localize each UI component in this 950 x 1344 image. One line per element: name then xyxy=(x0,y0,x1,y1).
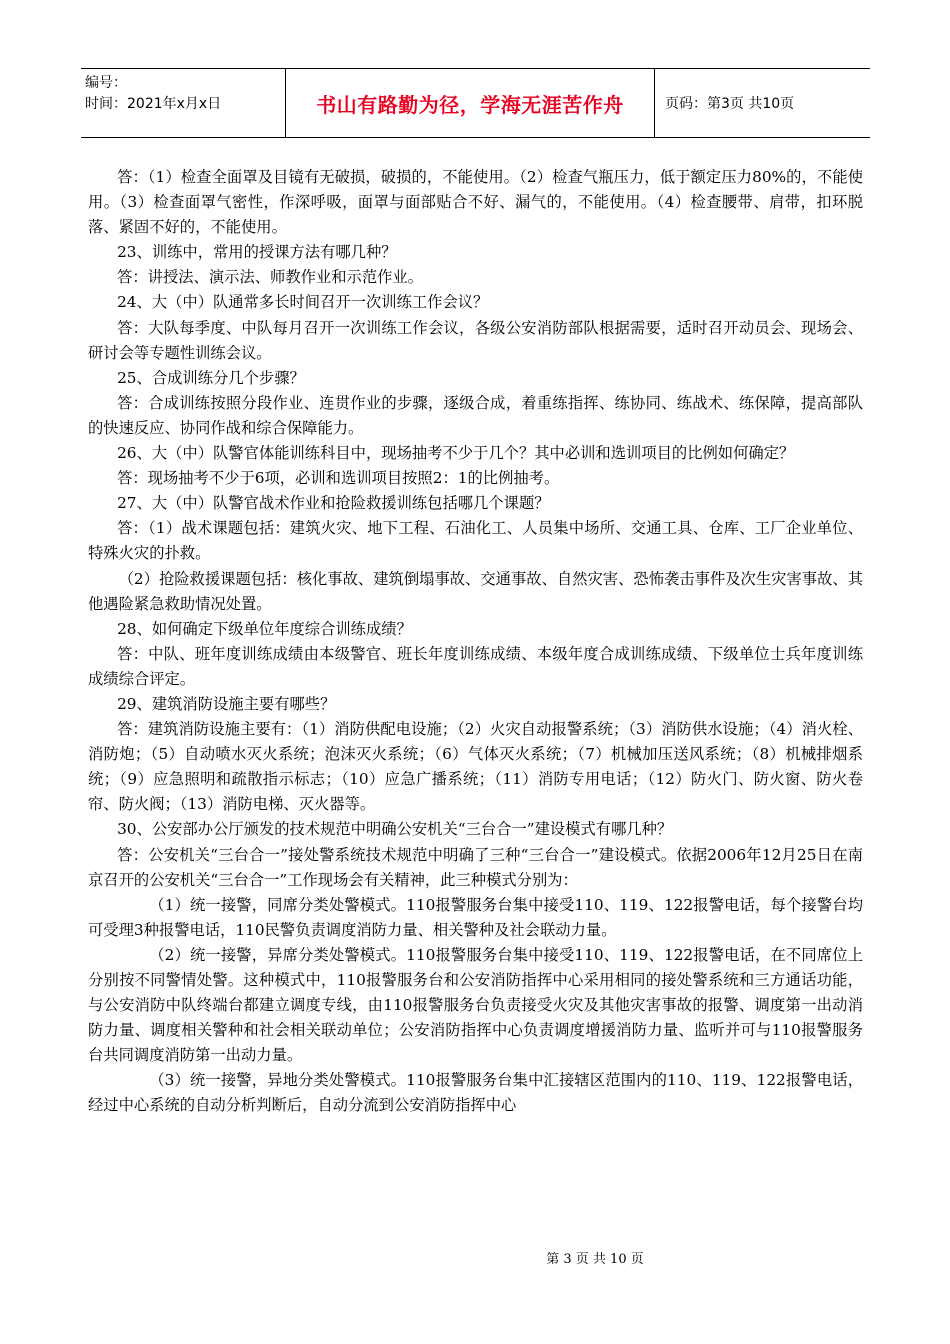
header-page-cell xyxy=(655,69,870,137)
question-paragraph: 24、大（中）队通常多长时间召开一次训练工作会议？ xyxy=(117,293,489,312)
question-paragraph: 28、如何确定下级单位年度综合训练成绩？ xyxy=(117,619,412,638)
page-footer xyxy=(0,1248,950,1267)
header-meta xyxy=(81,69,285,137)
question-paragraph: 25、合成训练分几个步骤？ xyxy=(117,368,305,387)
answer-paragraph: 答：合成训练按照分段作业、连贯作业的步骤，逐级合成，着重练指挥、练协同、练战术、练保障，提高部队的快速反应、协同作战和综合保障能力。 xyxy=(88,393,863,437)
question-paragraph: 27、大（中）队警官战术作业和抢险救援训练包括哪几个课题？ xyxy=(117,494,550,513)
header-motto-cell xyxy=(285,69,655,137)
document-body xyxy=(88,165,863,1119)
header-motto: 书山有路勤为径，学海无涯苦作舟 xyxy=(316,92,624,117)
answer-paragraph: 答：中队、班年度训练成绩由本级警官、班长年度训练成绩、本级年度合成训练成绩、下级单位士兵年度训练成绩综合评定。 xyxy=(88,644,863,688)
serial-number-label: 编号： xyxy=(85,75,127,91)
answer-paragraph: （2）统一接警，异席分类处警模式。110报警服务台集中接受110、119、122报警电话，在不同席位上分别按不同警情处警。这种模式中，110报警服务台和公安消防指挥中心采用相同的接处警系统和三方通话功能，与公安消防中队终端台都建立调度专线，由110报警服务台负责接受火灾及其他灾害事故的报警、调度第一出动消防力量、调度相关警种和社会相关联动单位；公安消防指挥中心负责调度增援消防力量、监听并可与110报警服务台共同调度消防第一出动力量。 xyxy=(88,945,863,1065)
answer-paragraph: （1）统一接警，同席分类处警模式。110报警服务台集中接受110、119、122报警电话，每个接警台均可受理3种报警电话，110民警负责调度消防力量、相关警种及社会联动力量。 xyxy=(88,895,863,939)
footer-page-number: 第 3 页 共 10 页 xyxy=(546,1252,644,1267)
answer-paragraph: 答：（1）战术课题包括：建筑火灾、地下工程、石油化工、人员集中场所、交通工具、仓库、工厂企业单位、特殊火灾的扑救。 xyxy=(88,519,863,563)
answer-paragraph: 答：现场抽考不少于6项，必训和选训项目按照2：1的比例抽考。 xyxy=(117,469,560,488)
answer-paragraph: 答：讲授法、演示法、师教作业和示范作业。 xyxy=(117,268,424,287)
question-paragraph: 26、大（中）队警官体能训练科目中，现场抽考不少于几个？其中必训和选训项目的比例如何确定？ xyxy=(117,444,795,463)
answer-paragraph: 答：大队每季度、中队每月召开一次训练工作会议，各级公安消防部队根据需要，适时召开动员会、现场会、研讨会等专题性训练会议。 xyxy=(88,318,863,362)
question-paragraph: 29、建筑消防设施主要有哪些？ xyxy=(117,694,336,713)
question-paragraph: 23、训练中，常用的授课方法有哪几种？ xyxy=(117,243,397,262)
answer-paragraph: （3）统一接警，异地分类处警模式。110报警服务台集中汇接辖区范围内的110、119、122报警电话，经过中心系统的自动分析判断后，自动分流到公安消防指挥中心 xyxy=(88,1071,863,1115)
date-label: 时间：2021年x月x日 xyxy=(85,96,222,112)
answer-paragraph: 答：公安机关“三台合一”接处警系统技术规范中明确了三种“三台合一”建设模式。依据2006年12月25日在南京召开的公安机关“三台合一”工作现场会有关精神，此三种模式分别为： xyxy=(88,845,863,889)
question-paragraph: 30、公安部办公厅颁发的技术规范中明确公安机关“三台合一”建设模式有哪几种？ xyxy=(117,820,673,839)
page-header xyxy=(81,68,870,138)
answer-paragraph: 答：建筑消防设施主要有：（1）消防供配电设施；（2）火灾自动报警系统；（3）消防供水设施；（4）消火栓、消防炮；（5）自动喷水灭火系统；泡沫灭火系统；（6）气体灭火系统；（7）机械加压送风系统；（8）机械排烟系统；（9）应急照明和疏散指示标志；（10）应急广播系统；（11）消防专用电话；（12）防火门、防火窗、防火卷帘、防火阀；（13）消防电梯、灭火器等。 xyxy=(88,720,863,814)
answer-paragraph: （2）抢险救援课题包括：核化事故、建筑倒塌事故、交通事故、自然灾害、恐怖袭击事件及次生灾害事故、其他遇险紧急救助情况处置。 xyxy=(88,569,863,613)
answer-paragraph: 答：（1）检查全面罩及目镜有无破损，破损的，不能使用。（2）检查气瓶压力，低于额定压力80%的，不能使用。（3）检查面罩气密性，作深呼吸，面罩与面部贴合不好、漏气的，不能使用。（4）检查腰带、肩带，扣环脱落、紧固不好的，不能使用。 xyxy=(88,168,863,237)
header-page-number: 页码：第3页 共10页 xyxy=(665,96,795,112)
